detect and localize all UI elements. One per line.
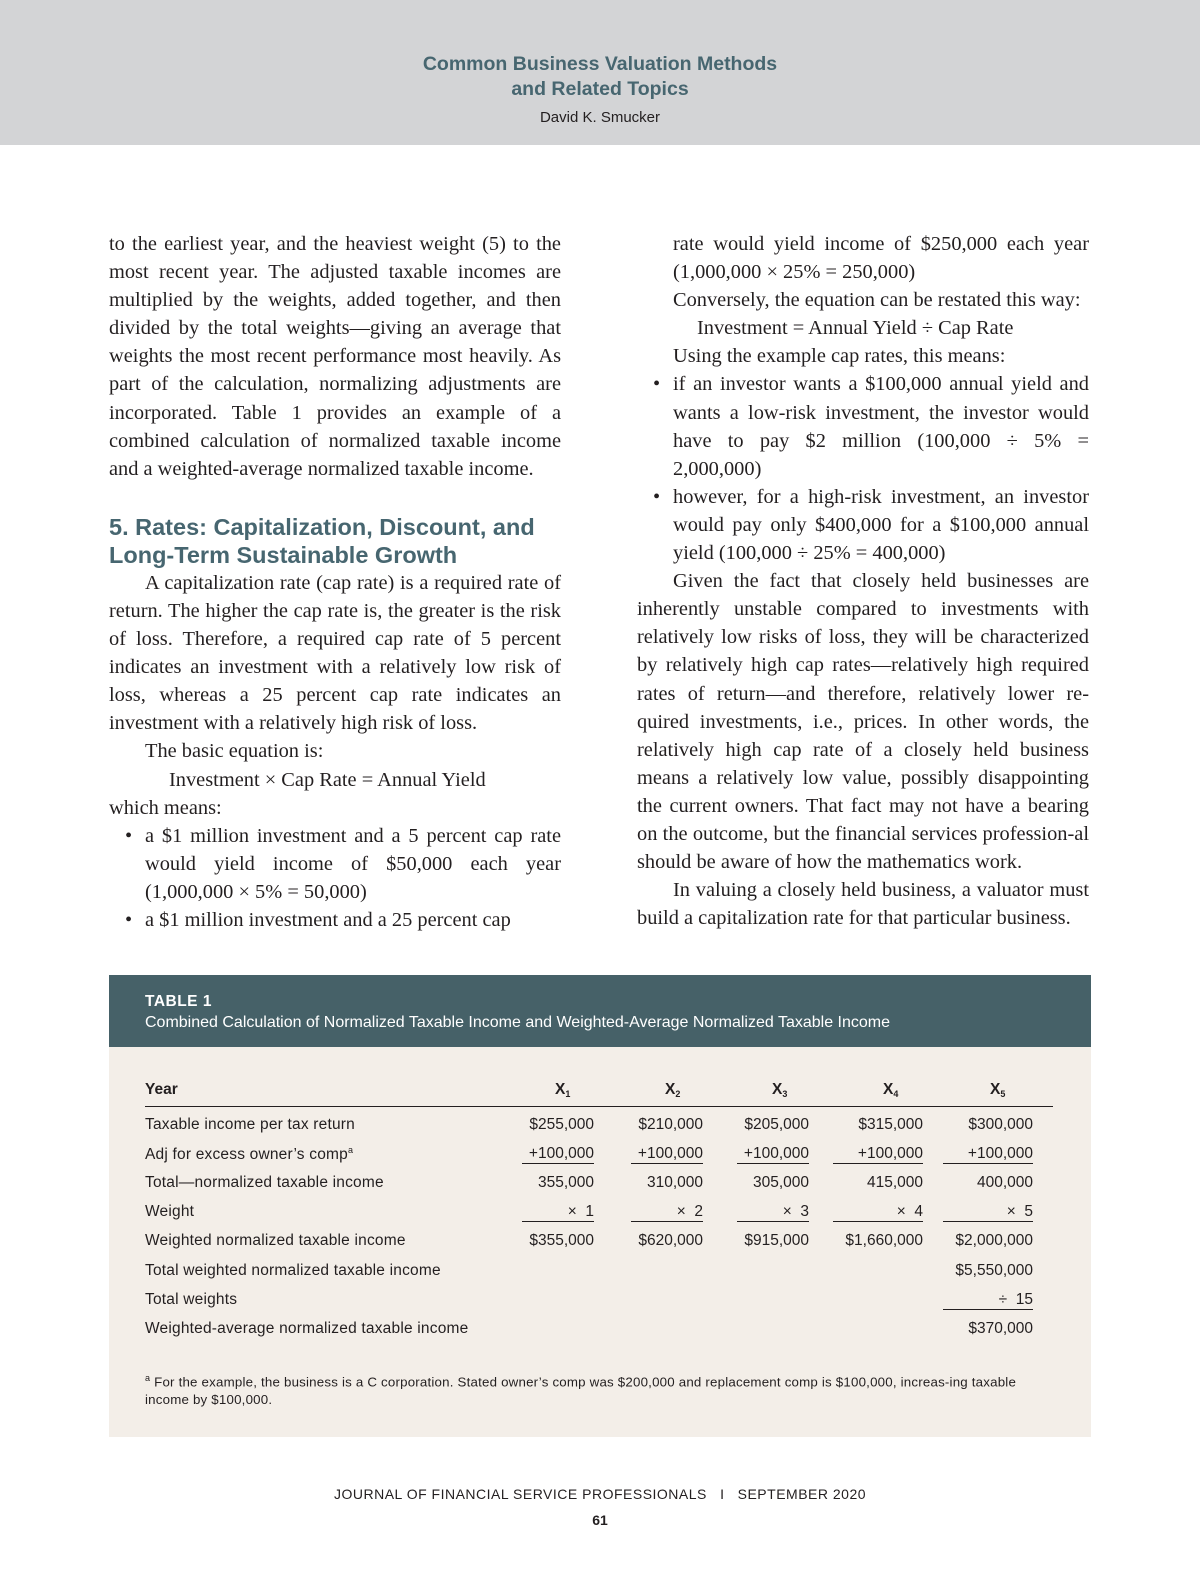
table-caption: Combined Calculation of Normalized Taxable Income and Weighted-Average Normalized Taxable Income bbox=[145, 1014, 890, 1031]
table-cell: $205,000 bbox=[744, 1116, 809, 1133]
paragraph: Given the fact that closely held businesses are inherently unstable compared to investments with relatively low risks of loss, they will be characterized by relatively high cap rates—relatively high required rates of return—and therefore, relatively lower re-quired investments, i.e., prices. In other words, the relatively high cap rate of a closely held business means a relatively low value, possibly disappointing the current owners. That fact may not have a bearing on the outcome, but the financial services profession-al should be aware of how the mathematics work. bbox=[637, 570, 1089, 874]
bullet-list bbox=[637, 370, 1089, 567]
table-cell: 355,000 bbox=[537, 1174, 594, 1191]
column-header: $X_5$ bbox=[990, 1081, 1006, 1099]
table-row bbox=[145, 1320, 1053, 1342]
paragraph: A capitalization rate (cap rate) is a required rate of return. The higher the cap rate is, the greater is the risk of loss. Therefore, a required cap rate of 5 percent indicates an investment with a relatively low risk of loss, whereas a 25 percent cap rate indicates an investment with a relatively high risk of loss. bbox=[109, 571, 561, 735]
page-number: 61 bbox=[592, 1512, 608, 1528]
table-cell: $300,000 bbox=[968, 1116, 1033, 1133]
row-label: Total weights bbox=[145, 1291, 238, 1308]
section-heading: 5. Rates: Capitalization, Discount, and Long-Term Sustainable Growth bbox=[109, 513, 535, 568]
table-cell: $255,000 bbox=[529, 1116, 594, 1133]
row-label: Adj for excess owner’s comp$^a$ bbox=[145, 1145, 354, 1164]
row-label: Total—normalized taxable income bbox=[145, 1174, 384, 1191]
table-cell: $210,000 bbox=[638, 1116, 703, 1133]
table-cell: +100,000 bbox=[943, 1145, 1033, 1164]
page-footer bbox=[0, 1486, 1200, 1502]
list-item: • a $1 million investment and a 25 percent cap bbox=[109, 906, 561, 934]
table-cell: × 4 bbox=[833, 1203, 923, 1222]
paragraph: to the earliest year, and the heaviest weight (5) to the most recent year. The adjusted taxable incomes are multiplied by the weights, added together, and then divided by the total weights—giving an average that weights the most recent performance most heavily. As part of the calculation, normalizing adjustments are incorporated. Table 1 provides an example of a combined calculation of normalized taxable income and a weighted-average normalized taxable income. bbox=[109, 233, 561, 480]
table-cell: $315,000 bbox=[858, 1116, 923, 1133]
table-cell: +100,000 bbox=[737, 1145, 809, 1164]
year-header: Year bbox=[145, 1081, 178, 1098]
table-row bbox=[145, 1174, 1053, 1196]
footer-separator: I bbox=[720, 1486, 725, 1502]
table-cell: × 1 bbox=[522, 1203, 594, 1222]
column-header: $X_4$ bbox=[883, 1081, 899, 1099]
table-row bbox=[145, 1203, 1053, 1225]
table-row bbox=[145, 1291, 1053, 1313]
header-title-line1: Common Business Valuation Methods bbox=[422, 53, 778, 75]
table-cell: $355,000 bbox=[529, 1232, 594, 1249]
table-cell: $620,000 bbox=[638, 1232, 703, 1249]
row-label: Taxable income per tax return bbox=[145, 1116, 355, 1133]
table-row bbox=[145, 1116, 1053, 1138]
list-item: • a $1 million investment and a 5 percent cap rate would yield income of $50,000 each year (1,000,000 × 5% = 50,000) bbox=[109, 822, 561, 906]
table-cell: $1,660,000 bbox=[845, 1232, 923, 1249]
bullet-list bbox=[109, 822, 561, 934]
table-cell: $5,550,000 bbox=[955, 1262, 1033, 1279]
table-cell: × 3 bbox=[737, 1203, 809, 1222]
table-footnote: $^a$ For the example, the business is a C corporation. Stated owner’s comp was $200,000 and replacement comp is $100,000, increas-ing taxable income by $100,000. bbox=[145, 1373, 1017, 1408]
table-cell: ÷ 15 bbox=[943, 1291, 1033, 1310]
column-header: $X_2$ bbox=[665, 1081, 681, 1099]
table-cell: 400,000 bbox=[976, 1174, 1033, 1191]
table-row bbox=[145, 1232, 1053, 1254]
table-cell: +100,000 bbox=[833, 1145, 923, 1164]
table-header-row bbox=[145, 1081, 1053, 1107]
paragraph: Conversely, the equation can be restated this way: bbox=[673, 289, 1081, 312]
table-cell: $2,000,000 bbox=[955, 1232, 1033, 1249]
row-label: Weighted normalized taxable income bbox=[145, 1232, 406, 1249]
row-label: Total weighted normalized taxable income bbox=[145, 1262, 441, 1279]
table-row bbox=[145, 1145, 1053, 1167]
table-cell: $915,000 bbox=[744, 1232, 809, 1249]
header-author: David K. Smucker bbox=[539, 109, 661, 126]
table-cell: 310,000 bbox=[646, 1174, 703, 1191]
row-label: Weight bbox=[145, 1203, 195, 1220]
equation: Investment × Cap Rate = Annual Yield bbox=[169, 768, 486, 791]
table-cell: × 2 bbox=[631, 1203, 703, 1222]
list-item: • if an investor wants a $100,000 annual yield and wants a low-risk investment, the investor would have to pay $2 million (100,000 ÷ 5% = 2,000,000) bbox=[637, 370, 1089, 482]
table-cell: +100,000 bbox=[522, 1145, 594, 1164]
column-header: $X_1$ bbox=[555, 1081, 571, 1099]
paragraph: rate would yield income of $250,000 each year (1,000,000 × 25% = 250,000) bbox=[673, 233, 1089, 284]
table-cell: × 5 bbox=[943, 1203, 1033, 1222]
table-cell: 415,000 bbox=[866, 1174, 923, 1191]
table-cell: 305,000 bbox=[752, 1174, 809, 1191]
table-body bbox=[109, 1047, 1091, 1437]
right-column bbox=[637, 230, 1089, 932]
row-label: Weighted-average normalized taxable income bbox=[145, 1320, 469, 1337]
table-row bbox=[145, 1262, 1053, 1284]
table-cell: +100,000 bbox=[631, 1145, 703, 1164]
column-header: $X_3$ bbox=[772, 1081, 788, 1099]
equation: Investment = Annual Yield ÷ Cap Rate bbox=[697, 317, 1014, 340]
paragraph: In valuing a closely held business, a valuator must build a capitalization rate for that particular business. bbox=[637, 879, 1089, 930]
paragraph: which means: bbox=[109, 796, 222, 819]
page-header bbox=[0, 0, 1200, 145]
left-column bbox=[109, 230, 561, 934]
table-label: TABLE 1 bbox=[145, 993, 212, 1010]
issue-date: SEPTEMBER 2020 bbox=[737, 1486, 867, 1502]
paragraph: The basic equation is: bbox=[145, 740, 324, 763]
list-item: • however, for a high-risk investment, an investor would pay only $400,000 for a $100,000 annual yield (100,000 ÷ 25% = 400,000) bbox=[637, 483, 1089, 567]
table-header bbox=[109, 975, 1091, 1047]
journal-name: JOURNAL OF FINANCIAL SERVICE PROFESSIONALS bbox=[333, 1486, 707, 1502]
table-cell: $370,000 bbox=[968, 1320, 1033, 1337]
header-title-line2: and Related Topics bbox=[511, 78, 689, 100]
paragraph: Using the example cap rates, this means: bbox=[673, 345, 1006, 368]
